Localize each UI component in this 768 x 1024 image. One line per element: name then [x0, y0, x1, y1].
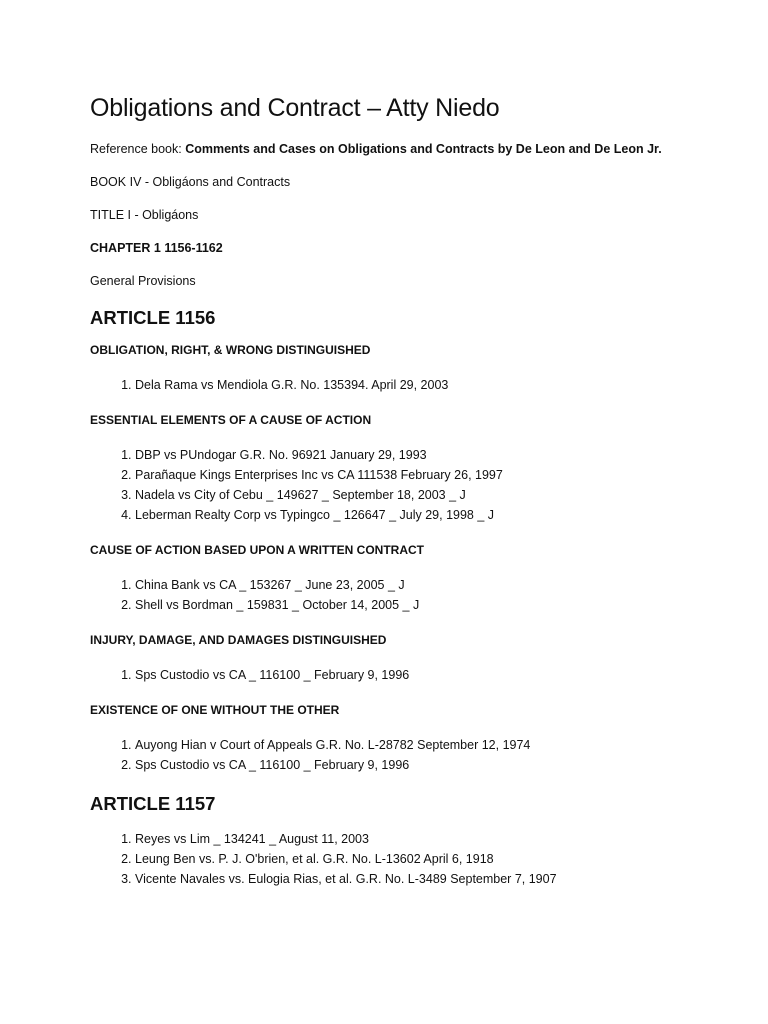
- case-list: [90, 665, 728, 685]
- title-line: TITLE I - Obligáons: [90, 208, 199, 222]
- case-item: 1. Dela Rama vs Mendiola G.R. No. 135394. April 29, 2003: [135, 375, 728, 395]
- case-list: [90, 735, 728, 775]
- article-heading-1156: ARTICLE 1156: [90, 307, 216, 328]
- reference-value: Comments and Cases on Obligations and Contracts by De Leon and De Leon Jr.: [185, 142, 662, 156]
- case-list: [90, 375, 728, 395]
- reference-book-line: [90, 142, 728, 157]
- case-item: 1. Auyong Hian v Court of Appeals G.R. No. L-28782 September 12, 1974: [135, 735, 728, 755]
- document-title: Obligations and Contract – Atty Niedo: [90, 94, 500, 122]
- case-list: [90, 445, 728, 525]
- case-list: [90, 575, 728, 615]
- section-heading: OBLIGATION, RIGHT, & WRONG DISTINGUISHED: [90, 343, 371, 357]
- case-item: 1. Reyes vs Lim _ 134241 _ August 11, 2003: [135, 829, 728, 849]
- case-item: 2. Sps Custodio vs CA _ 116100 _ February 9, 1996: [135, 755, 728, 775]
- reference-label: Reference book:: [90, 142, 186, 156]
- case-item: 2. Parañaque Kings Enterprises Inc vs CA 111538 February 26, 1997: [135, 465, 728, 485]
- general-provisions-line: General Provisions: [90, 274, 196, 288]
- case-item: 1. China Bank vs CA _ 153267 _ June 23, 2005 _ J: [135, 575, 728, 595]
- case-item: 2. Leung Ben vs. P. J. O'brien, et al. G.R. No. L-13602 April 6, 1918: [135, 849, 728, 869]
- case-item: 4. Leberman Realty Corp vs Typingco _ 126647 _ July 29, 1998 _ J: [135, 505, 728, 525]
- section-heading: INJURY, DAMAGE, AND DAMAGES DISTINGUISHED: [90, 633, 387, 647]
- case-item: 1. Sps Custodio vs CA _ 116100 _ February 9, 1996: [135, 665, 728, 685]
- section-heading: EXISTENCE OF ONE WITHOUT THE OTHER: [90, 703, 340, 717]
- book-line: BOOK IV - Obligáons and Contracts: [90, 175, 291, 189]
- case-item: 1. DBP vs PUndogar G.R. No. 96921 January 29, 1993: [135, 445, 728, 465]
- chapter-line: CHAPTER 1 1156-1162: [90, 241, 223, 255]
- case-item: 3. Vicente Navales vs. Eulogia Rias, et al. G.R. No. L-3489 September 7, 1907: [135, 869, 728, 889]
- section-heading: ESSENTIAL ELEMENTS OF A CAUSE OF ACTION: [90, 413, 372, 427]
- case-item: 3. Nadela vs City of Cebu _ 149627 _ September 18, 2003 _ J: [135, 485, 728, 505]
- section-heading: CAUSE OF ACTION BASED UPON A WRITTEN CONTRACT: [90, 543, 424, 557]
- case-list: [90, 829, 728, 889]
- case-item: 2. Shell vs Bordman _ 159831 _ October 14, 2005 _ J: [135, 595, 728, 615]
- article-heading-1157: ARTICLE 1157: [90, 793, 216, 814]
